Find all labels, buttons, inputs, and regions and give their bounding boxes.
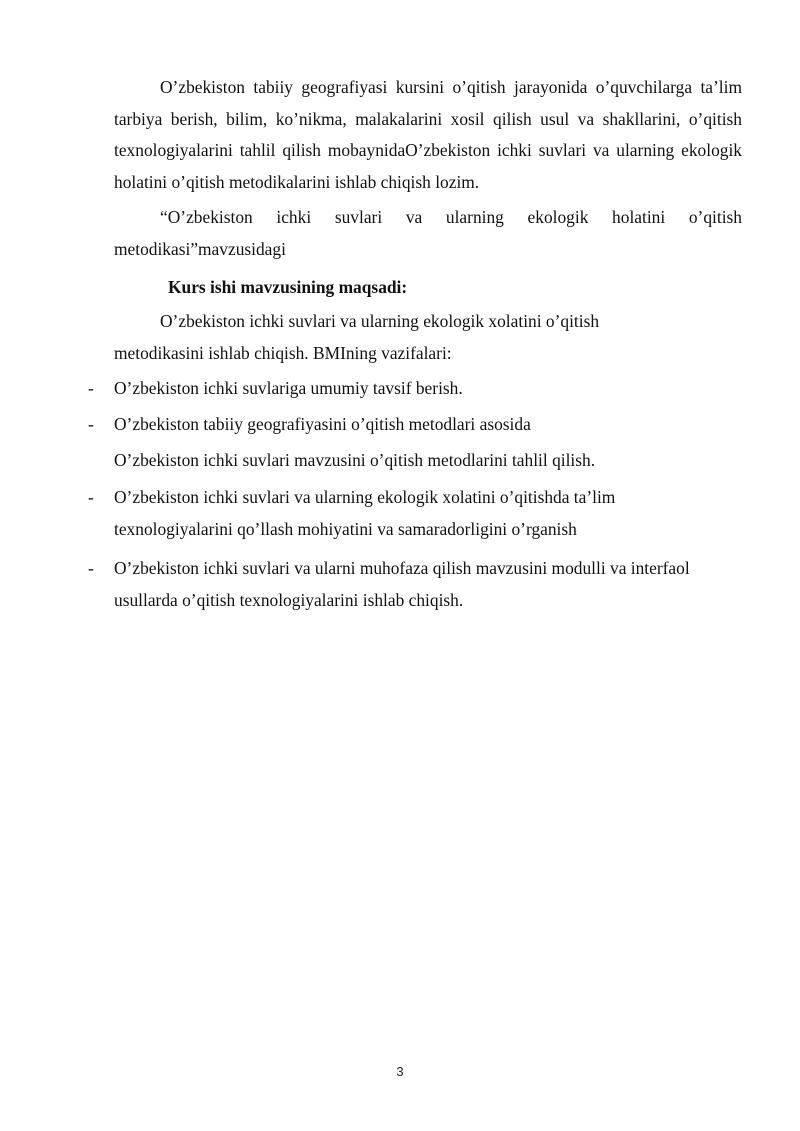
topic-paragraph: “O’zbekiston ichki suvlari va ularning ekologik holatini o’qitish metodikasi”mavzusidagi [114, 207, 742, 259]
goal-heading: Kurs ishi mavzusining maqsadi: [168, 277, 408, 297]
list-marker: - [88, 487, 94, 507]
goal-text-line-1: O’zbekiston ichki suvlari va ularning ekologik xolatini o’qitish [160, 311, 600, 331]
task-item-2-continuation: O’zbekiston ichki suvlari mavzusini o’qitish metodlarini tahlil qilish. [114, 450, 596, 470]
task-item-2: O’zbekiston tabiiy geografiyasini o’qitish metodlari asosida [114, 414, 531, 434]
task-item-1: O’zbekiston ichki suvlariga umumiy tavsif berish. [114, 378, 463, 398]
list-marker: - [88, 378, 94, 398]
task-item-4: O’zbekiston ichki suvlari va ularni muhofaza qilish mavzusini modulli va interfaol usullarda o’qitish texnologiyalarini ishlab chiqish. [114, 558, 690, 610]
intro-paragraph: O’zbekiston tabiiy geografiyasi kursini o’qitish jarayonida o’quvchilarga ta’lim tarbiya berish, bilim, ko’nikma, malakalarini xosil qilish usul va shakllarini, o’qitish texnologiyalarini tahlil qilish mobaynidaO’zbekiston ichki suvlari va ularning ekologik holatini o’qitish metodikalarini ishlab chiqish lozim. [114, 77, 742, 192]
task-item-3: O’zbekiston ichki suvlari va ularning ekologik xolatini o’qitishda ta’lim texnologiyalarini qo’llash mohiyatini va samaradorligini o’rganish [114, 487, 616, 539]
list-marker: - [88, 558, 94, 578]
page-number: 3 [396, 1064, 404, 1079]
goal-text-line-2: metodikasini ishlab chiqish. BMIning vazifalari: [114, 343, 452, 363]
list-marker: - [88, 414, 94, 434]
